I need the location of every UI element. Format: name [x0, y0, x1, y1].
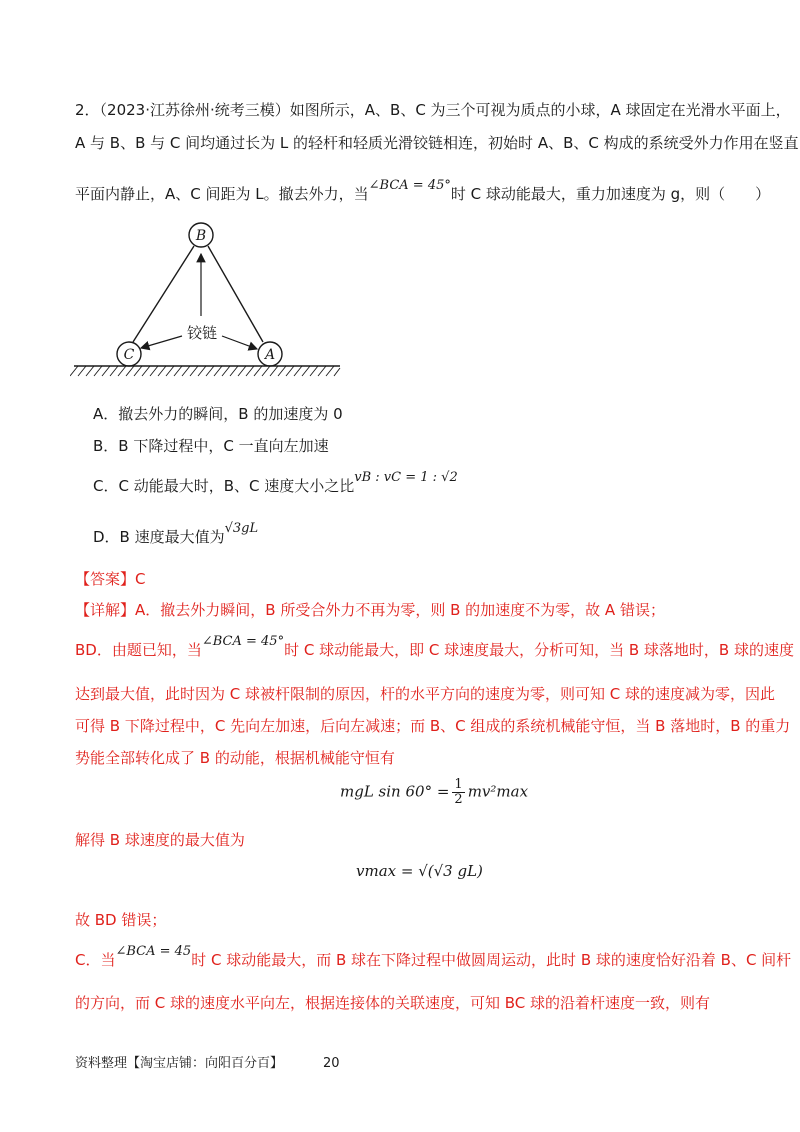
equation-rhs: √(√3 gL)	[418, 862, 483, 880]
fraction-denominator: 2	[454, 792, 463, 807]
page-footer	[75, 1052, 340, 1071]
triangle-figure	[70, 218, 350, 378]
detail-bd-conclusion: 故 BD 错误；	[75, 911, 167, 929]
hinge-label: 铰链	[186, 324, 218, 342]
option-c-text: C．C 动能最大时，B、C 速度大小之比	[93, 477, 355, 495]
option-a: A．撤去外力的瞬间，B 的加速度为 0	[93, 405, 343, 423]
fraction-numerator: 1	[454, 777, 463, 792]
detail-text: 时 C 球动能最大，即 C 球速度最大，分析可知，当 B 球落地时，B 球的速度	[284, 641, 794, 659]
fraction-half	[452, 778, 464, 807]
detail-bd-line-4: 势能全部转化成了 B 的动能，根据机械能守恒有	[75, 749, 395, 767]
option-d-expression: √3gL	[224, 521, 259, 536]
rod-bc	[133, 246, 194, 342]
label-a: A	[264, 347, 276, 363]
label-b: B	[195, 228, 207, 244]
angle-expression: ∠BCA = 45	[115, 944, 192, 959]
question-text: 如图所示，A、B、C 为三个可视为质点的小球，A 球固定在光滑水平面上，	[289, 101, 791, 119]
detail-c-line-1	[75, 944, 792, 972]
detail-bd-line-1	[75, 634, 794, 662]
option-b: B．B 下降过程中，C 一直向左加速	[93, 437, 329, 455]
equation-energy	[340, 778, 528, 807]
arrow-right	[222, 336, 257, 349]
equation-lhs: mgL sin 60° =	[340, 782, 450, 801]
question-line-2: A 与 B、B 与 C 间均通过长为 L 的轻杆和轻质光滑铰链相连，初始时 A、B、C 构成的系统受外力作用在竖直	[75, 134, 799, 152]
question-source: （2023·江苏徐州·统考三模）	[99, 101, 290, 119]
ground-hatch	[70, 366, 340, 376]
question-line-1	[75, 100, 791, 120]
option-c	[93, 470, 458, 498]
option-d-text: D．B 速度最大值为	[93, 528, 225, 546]
angle-expression: ∠BCA = 45°	[201, 634, 285, 649]
page-number: 20	[323, 1056, 340, 1071]
label-c: C	[123, 347, 135, 363]
equation-rhs: mv²max	[467, 782, 529, 801]
detail-text: BD．由题已知，当	[75, 641, 202, 659]
detail-bd-line-3: 可得 B 下降过程中，C 先向左加速，后向左减速；而 B、C 组成的系统机械能守恒，当 B 落地时，B 的重力	[75, 717, 791, 735]
question-text: 时 C 球动能最大，重力加速度为 g，则（ ）	[450, 185, 771, 203]
option-d	[93, 521, 259, 549]
angle-expression: ∠BCA = 45°	[368, 178, 451, 193]
detail-bd-line-2: 达到最大值，此时因为 C 球被杆限制的原因，杆的水平方向的速度为零，则可知 C 球的速度减为零，因此	[75, 685, 776, 703]
equation-vmax	[356, 862, 483, 880]
detail-solve-line: 解得 B 球速度的最大值为	[75, 831, 245, 849]
detail-text: C．当	[75, 951, 116, 969]
footer-text: 资料整理【淘宝店铺：向阳百分百】	[75, 1056, 284, 1071]
question-text: 平面内静止，A、C 间距为 L。撤去外力，当	[75, 185, 369, 203]
detail-c-line-2: 的方向，而 C 球的速度水平向左，根据连接体的关联速度，可知 BC 球的沿着杆速度一致，则有	[75, 994, 711, 1012]
equation-lhs: vmax =	[356, 862, 414, 880]
question-line-3	[75, 178, 771, 206]
option-c-expression: vB : vC = 1 : √2	[354, 470, 458, 485]
answer-label: 【答案】C	[75, 570, 146, 588]
arrow-left	[141, 336, 182, 348]
question-number: 2．	[75, 101, 100, 119]
detail-line-1: 【详解】A．撤去外力瞬间，B 所受合外力不再为零，则 B 的加速度不为零，故 A 错误；	[75, 601, 665, 619]
detail-text: 时 C 球动能最大，而 B 球在下降过程中做圆周运动，此时 B 球的速度恰好沿着 B、C 间杆	[191, 951, 792, 969]
